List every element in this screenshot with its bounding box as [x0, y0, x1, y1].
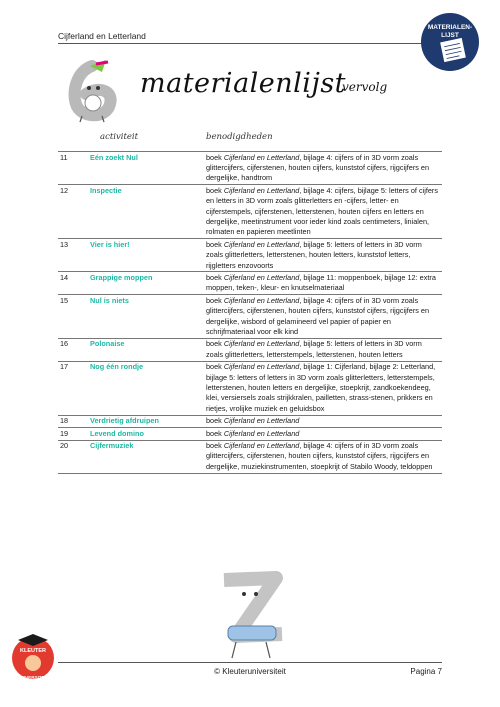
header-title: Cijferland en Letterland [58, 31, 146, 41]
materials-text: , bijlage 5: letters of letters in 3D vorm zoals glitterletters, letterstempels, letterstenen, houten letters [206, 339, 422, 359]
row-number: 17 [58, 361, 88, 415]
row-number: 13 [58, 239, 88, 272]
materials-description [204, 239, 442, 272]
book-title: Cijferland en Letterland [223, 416, 300, 426]
table-row [58, 272, 442, 295]
book-prefix: boek [206, 185, 224, 195]
materials-description [204, 440, 442, 473]
book-title: Cijferland en Letterland [223, 185, 300, 195]
book-prefix: boek [206, 272, 224, 282]
book-title: Cijferland en Letterland [223, 239, 300, 249]
table-row [58, 361, 442, 415]
activity-name: Vier is hier! [88, 239, 204, 272]
activity-name: Inspectie [88, 185, 204, 239]
kleuteruniversiteit-logo [10, 632, 56, 684]
table-row [58, 338, 442, 361]
footer-page-number: Pagina 7 [410, 667, 442, 676]
column-header-needs: benodigdheden [206, 132, 273, 142]
table-row [58, 152, 442, 185]
book-prefix: boek [206, 239, 224, 249]
book-title: Cijferland en Letterland [223, 339, 300, 349]
materials-table [58, 151, 442, 474]
row-number: 19 [58, 428, 88, 440]
book-prefix: boek [206, 295, 224, 305]
book-title: Cijferland en Letterland [223, 295, 300, 305]
book-prefix: boek [206, 362, 224, 372]
book-prefix: boek [206, 416, 224, 426]
activity-name: Eén zoekt Nul [88, 152, 204, 185]
materials-text: , bijlage 5: letters of letters in 3D vorm zoals glitterletters, letterstenen, houten letters, kunststof letters, rijgletters enzovoorts [206, 239, 422, 270]
activity-name: Levend domino [88, 428, 204, 440]
header-divider [58, 43, 442, 44]
row-number: 20 [58, 440, 88, 473]
column-header-activity: activiteit [100, 132, 139, 142]
logo-line2: UNIVERSITEIT [17, 675, 49, 680]
materials-description [204, 152, 442, 185]
table-row [58, 415, 442, 427]
materials-description [204, 295, 442, 339]
logo-line1: KLEUTER [20, 648, 46, 654]
materials-text: , bijlage 4: cijfers of in 3D vorm zoals glittercijfers, cijferstenen, houten cijfers, kunststof cijfers, rijgcijfers en dergelijke, muziekinstrumenten, stoepkrijt of Stabilo Woody, teldoppen [206, 441, 433, 471]
row-number: 16 [58, 338, 88, 361]
number-six-character-icon [62, 58, 124, 124]
table-row [58, 239, 442, 272]
materials-text: , bijlage 4: cijfers of in 3D vorm zoals glittercijfers, cijferstenen, houten cijfers, kunststof cijfers, rijgcijfers en dergelijke, handtrom [206, 152, 430, 183]
activity-name: Grappige moppen [88, 272, 204, 295]
materials-text: , bijlage 1: Cijferland, bijlage 2: Letterland, bijlage 5: letters of letters in 3D vorm zoals glitterletters, letterstempels, letterstenen, houten letters en dergelijke, stoepkrijt, zandkoekendeeg, klei, versiersels zoals strijkkralen, pailletten, strass-stenen, prikkers en rietjes, vrolijke muziek en geluidsbox [206, 362, 436, 413]
materials-list-badge-icon [420, 12, 480, 72]
materials-description [204, 185, 442, 239]
table-row [58, 440, 442, 473]
footer-copyright: © Kleuteruniversiteit [214, 667, 286, 676]
materials-text: , bijlage 4: cijfers, bijlage 5: letters of cijfers en letters in 3D vorm zoals glitterletters en -cijfers, letter- en cijferstempels, cijferstenen, letterstenen, houten cijfers en letters en dergelijke, meetinstrument voor ieder kind zoals centimeters, linialen, rolmaten en papieren meetlinten [206, 185, 439, 237]
materials-description [204, 428, 442, 440]
row-number: 18 [58, 415, 88, 427]
materials-text: , bijlage 11: moppenboek, bijlage 12: extra moppen, teken-, kleur- en knutselmateriaal [206, 272, 436, 293]
row-number: 12 [58, 185, 88, 239]
book-title: Cijferland en Letterland [223, 428, 300, 438]
letter-z-character-icon [210, 570, 294, 662]
book-title: Cijferland en Letterland [223, 272, 300, 282]
book-title: Cijferland en Letterland [223, 152, 300, 162]
table-row [58, 428, 442, 440]
activity-name: Verdrietig afdruipen [88, 415, 204, 427]
activity-name: Nog één rondje [88, 361, 204, 415]
activity-name: Polonaise [88, 338, 204, 361]
book-prefix: boek [206, 152, 224, 162]
table-row [58, 185, 442, 239]
materials-description [204, 272, 442, 295]
activity-name: Nul is niets [88, 295, 204, 339]
row-number: 14 [58, 272, 88, 295]
materials-text: , bijlage 4: cijfers of in 3D vorm zoals glittercijfers, cijferstenen, houten cijfers, kunststof cijfers, rijgcijfers en dergelijke, wisbord of gelamineerd vel papier of papier en schrijfmateriaal voor elk kind [206, 295, 430, 336]
page-subtitle: vervolg [342, 80, 388, 94]
activity-name: Cijfermuziek [88, 440, 204, 473]
badge-line1: MATERIALEN- [427, 24, 473, 31]
book-prefix: boek [206, 339, 224, 349]
materials-description [204, 338, 442, 361]
materials-description [204, 415, 442, 427]
materials-description [204, 361, 442, 415]
footer-divider [58, 662, 442, 663]
row-number: 15 [58, 295, 88, 339]
table-row [58, 295, 442, 339]
badge-line2: LIJST [441, 32, 459, 39]
book-title: Cijferland en Letterland [223, 441, 300, 451]
book-prefix: boek [206, 441, 224, 451]
book-title: Cijferland en Letterland [223, 362, 300, 372]
page-title: materialenlijst [140, 68, 347, 99]
row-number: 11 [58, 152, 88, 185]
book-prefix: boek [206, 428, 224, 438]
